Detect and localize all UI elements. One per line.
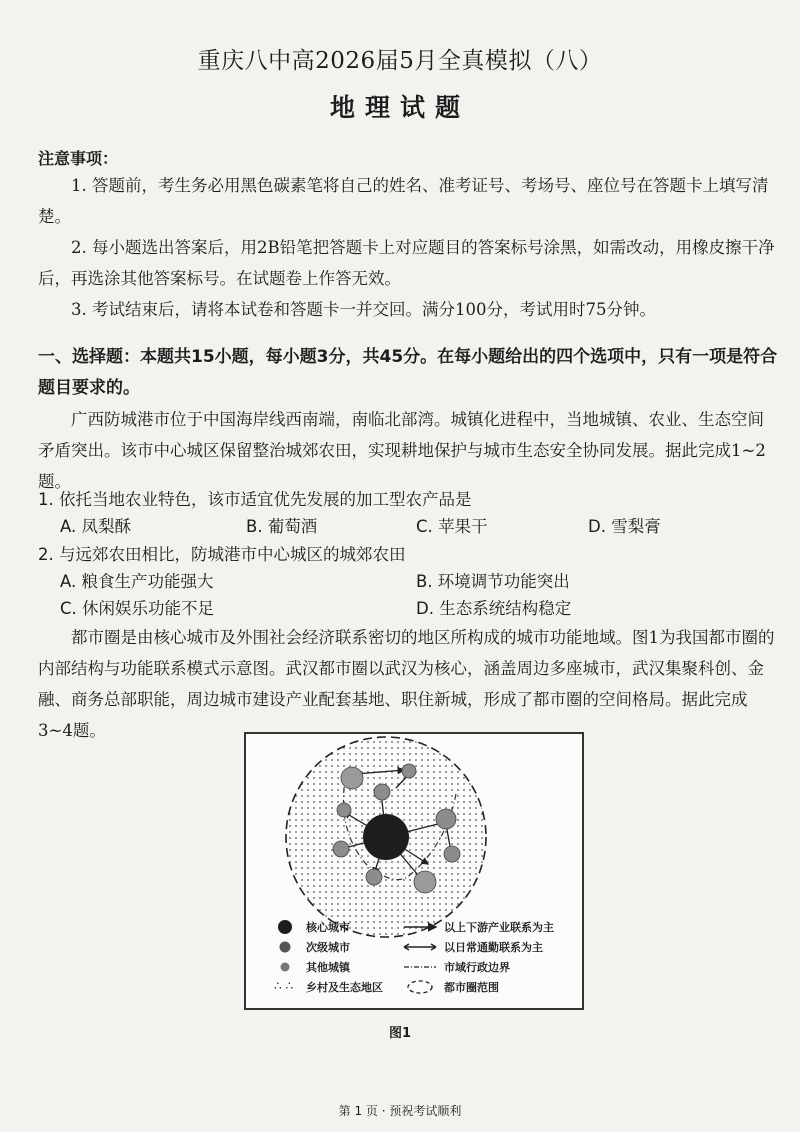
q2-option-b: B. 环境调节功能突出: [416, 572, 570, 591]
q1-option-b: B. 葡萄酒: [246, 517, 318, 536]
notice-heading: 注意事项：: [38, 149, 119, 168]
question-1-stem: 1. 依托当地农业特色，该市适宜优先发展的加工型农产品是: [38, 490, 472, 509]
metro-diagram: [246, 734, 582, 1008]
legend-admin-boundary: 市域行政边界: [444, 961, 510, 974]
section-heading: 一、选择题：本题共15小题，每小题3分，共45分。在每小题给出的四个选项中，只有一项是符合题目要求的。: [38, 347, 778, 398]
legend-commute-link: 以日常通勤联系为主: [444, 941, 543, 954]
legend-secondary-city: 次级城市: [306, 941, 350, 954]
q2-option-d: D. 生态系统结构稳定: [416, 599, 572, 618]
notice-item-1: 1. 答题前，考生务必用黑色碳素笔将自己的姓名、准考证号、考场号、座位号在答题卡上填写清楚。: [38, 176, 769, 226]
legend-rural-eco: 乡村及生态地区: [306, 981, 383, 994]
notice-item-3: 3. 考试结束后，请将本试卷和答题卡一并交回。满分100分，考试用时75分钟。: [71, 300, 656, 319]
legend-secondary-symbol: [280, 942, 291, 953]
q1-option-c: C. 苹果干: [416, 517, 488, 536]
legend-industry-link: 以上下游产业联系为主: [444, 921, 554, 934]
figure-caption: 图1: [388, 1026, 412, 1041]
subject-title: 地理试题: [329, 93, 470, 122]
figure-1: [244, 732, 584, 1010]
q2-option-c: C. 休闲娱乐功能不足: [60, 599, 215, 618]
notice-item-2: 2. 每小题选出答案后，用2B铅笔把答题卡上对应题目的答案标号涂黑，如需改动，用橡皮擦干净后，再选涂其他答案标号。在试题卷上作答无效。: [38, 238, 775, 288]
q1-option-a: A. 凤梨酥: [60, 517, 131, 536]
exam-title: 重庆八中高2026届5月全真模拟（八）: [197, 48, 603, 74]
page-footer: 第 1 页 · 预祝考试顺利: [338, 1104, 462, 1118]
legend-metro-range: 都市圈范围: [444, 981, 499, 994]
q2-option-a: A. 粮食生产功能强大: [60, 572, 214, 591]
q1-option-d: D. 雪梨膏: [588, 517, 661, 536]
legend-core-city: 核心城市: [306, 921, 350, 934]
passage-1: 广西防城港市位于中国海岸线西南端，南临北部湾。城镇化进程中，当地城镇、农业、生态空间矛盾突出。该市中心城区保留整治城郊农田，实现耕地保护与城市生态安全协同发展。据此完成1~2题。: [38, 410, 766, 491]
legend-other-towns: 其他城镇: [306, 961, 350, 974]
passage-2: 都市圈是由核心城市及外围社会经济联系密切的地区所构成的城市功能地域。图1为我国都市圈的内部结构与功能联系模式示意图。武汉都市圈以武汉为核心，涵盖周边多座城市，武汉集聚科创、金融、商务总部职能，周边城市建设产业配套基地、职住新城，形成了都市圈的空间格局。据此完成3~4题。: [38, 628, 775, 740]
legend-rural-symbol: ∴ ∴: [274, 979, 294, 993]
legend-core-symbol: [278, 920, 292, 934]
core-city: [363, 814, 409, 860]
legend-other-symbol: [281, 963, 290, 972]
legend-range-symbol: [408, 981, 432, 993]
question-2-stem: 2. 与远郊农田相比，防城港市中心城区的城郊农田: [38, 545, 406, 564]
